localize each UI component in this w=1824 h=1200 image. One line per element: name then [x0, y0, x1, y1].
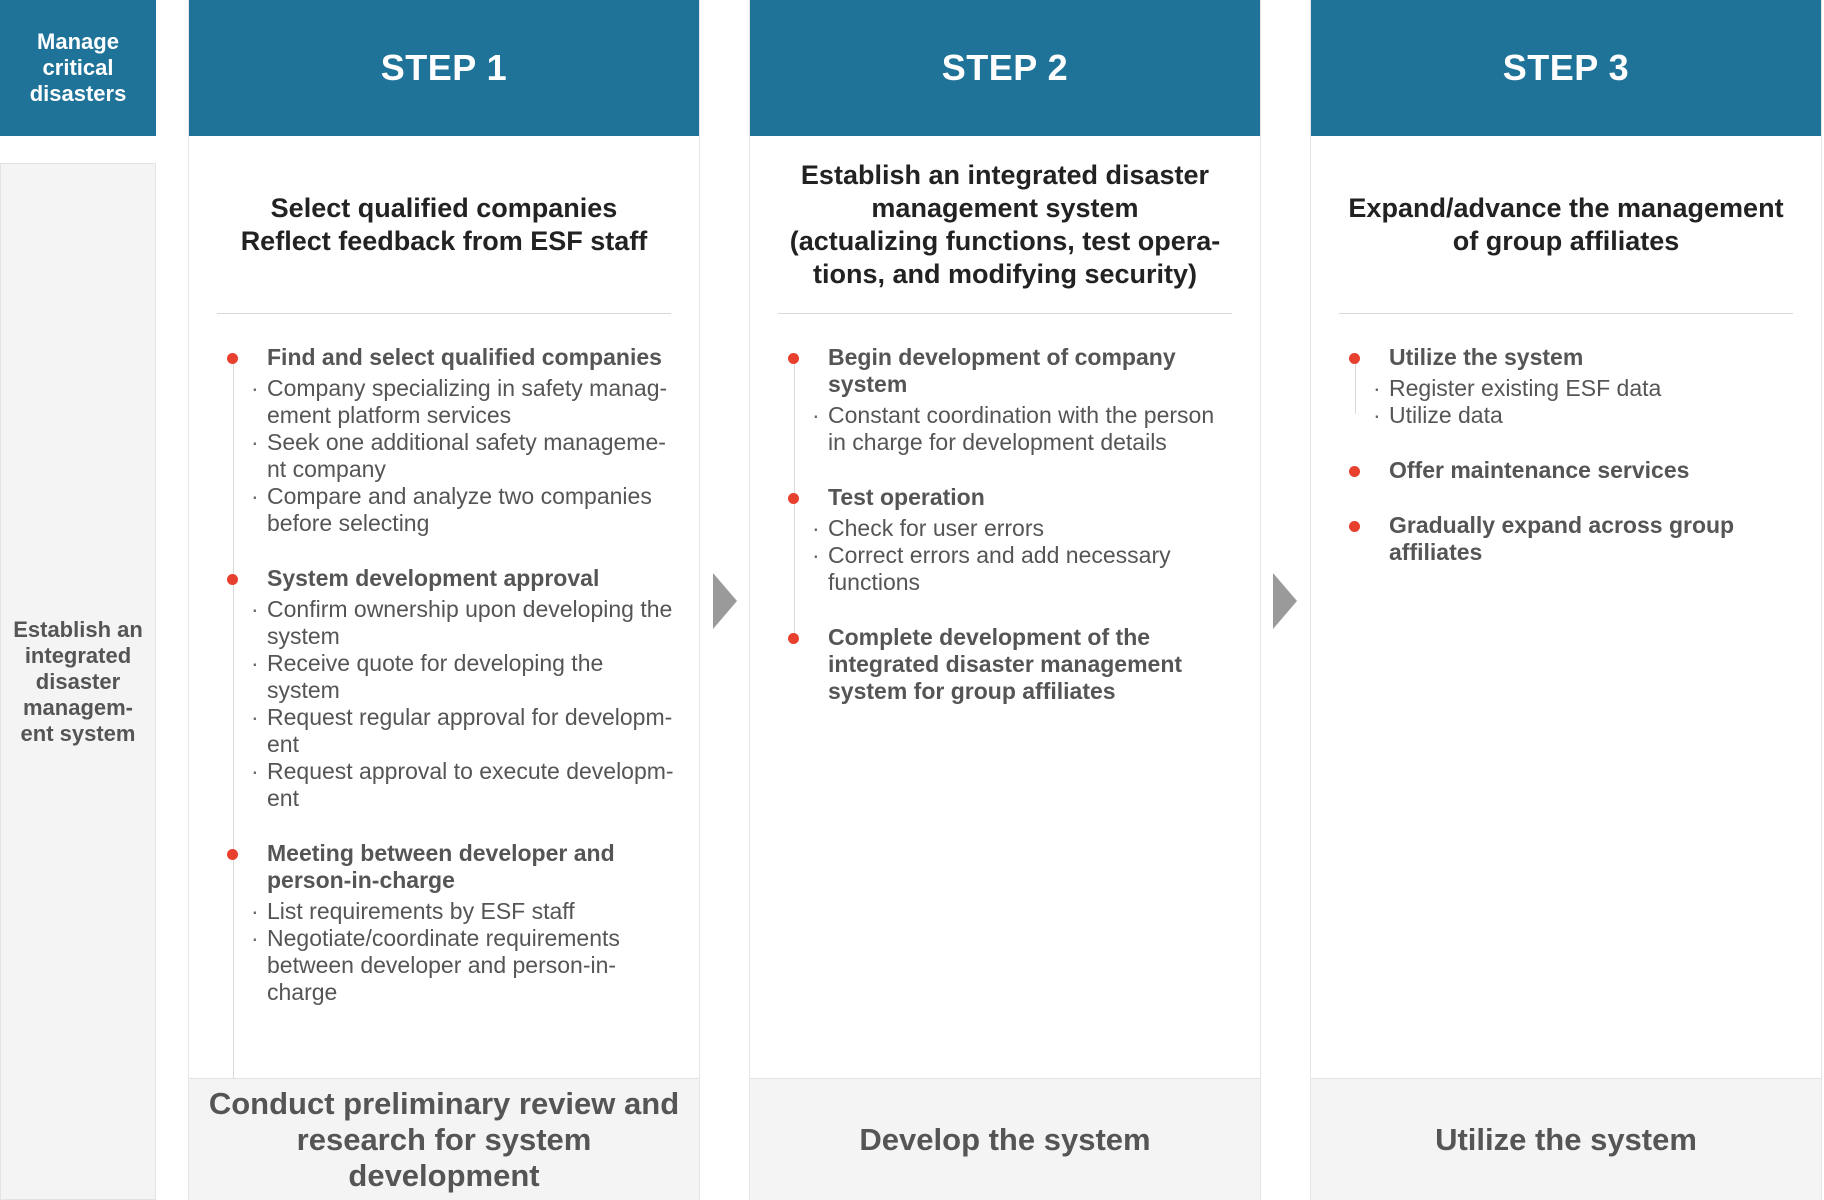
bullet-dot-icon [227, 574, 238, 585]
bullet-dot-icon [227, 353, 238, 364]
step-2-title-line: (actualizing functions, test opera- [789, 225, 1221, 256]
sub-item: · Check for user errors [828, 515, 1236, 542]
arrow-right-icon [713, 573, 737, 629]
item-title: Find and select qualified companies [267, 344, 662, 370]
step-1-title-line: Select qualified companies [270, 192, 618, 223]
item-title: Complete development of the integrated disaster management system for group affiliates [828, 624, 1183, 704]
step-2-column [749, 0, 1261, 1200]
item-title: System development approval [267, 565, 600, 591]
list-item [828, 624, 1236, 705]
step-3-title-line: of group affiliates [1452, 225, 1680, 256]
step-2-header: STEP 2 [750, 0, 1260, 136]
arrow-right-icon [1273, 573, 1297, 629]
list-item [828, 484, 1236, 596]
timeline-line [1355, 358, 1356, 414]
sub-item: · Utilize data [1389, 402, 1797, 429]
step-2-footer: Develop the system [750, 1078, 1260, 1200]
step-3-footer: Utilize the system [1311, 1078, 1821, 1200]
step-3-column [1310, 0, 1822, 1200]
sub-item: · List requirements by ESF staff [267, 898, 675, 925]
bullet-dot-icon [788, 493, 799, 504]
bullet-dot-icon [788, 633, 799, 644]
bullet-dot-icon [1349, 353, 1360, 364]
sidebar-header: Manage critical disasters [0, 0, 156, 136]
step-2-title [750, 136, 1260, 313]
step-2-title-line: tions, and modifying security) [812, 258, 1198, 289]
step-2-title-line: management system [871, 192, 1139, 223]
step-1-column [188, 0, 700, 1200]
sidebar-label: Establish an integrated disaster managem-ent system [0, 163, 156, 1200]
sub-item: · Register existing ESF data [1389, 375, 1797, 402]
step-3-title [1311, 136, 1821, 313]
step-1-title-line: Reflect feedback from ESF staff [240, 225, 648, 256]
step-1-title [189, 136, 699, 313]
item-title: Utilize the system [1389, 344, 1584, 370]
item-title: Begin development of company system [828, 344, 1176, 397]
bullet-dot-icon [788, 353, 799, 364]
list-item [267, 840, 675, 1006]
step-1-footer: Conduct preliminary review and research for system development [189, 1078, 699, 1200]
list-item [1389, 457, 1797, 484]
sub-item: · Correct errors and add necessary functions [828, 542, 1236, 596]
bullet-dot-icon [227, 849, 238, 860]
step-3-header: STEP 3 [1311, 0, 1821, 136]
item-title: Offer maintenance services [1389, 457, 1690, 483]
bullet-dot-icon [1349, 521, 1360, 532]
list-item [1389, 344, 1797, 429]
bullet-dot-icon [1349, 466, 1360, 477]
step-3-items [1311, 314, 1821, 566]
step-2-items [750, 314, 1260, 705]
list-item [267, 565, 675, 812]
sub-item: · Confirm ownership upon developing the system [267, 596, 675, 650]
sub-item: · Request approval to execute developm-ent [267, 758, 675, 812]
timeline-line [233, 358, 234, 1158]
step-2-title-line: Establish an integrated disaster [800, 159, 1210, 190]
list-item [828, 344, 1236, 456]
item-title: Test operation [828, 484, 985, 510]
sub-item: · Compare and analyze two companies before selecting [267, 483, 675, 537]
step-1-header: STEP 1 [189, 0, 699, 136]
step-1-items [189, 314, 699, 1006]
list-item [1389, 512, 1797, 566]
item-title: Meeting between developer and person-in-charge [267, 840, 615, 893]
list-item [267, 344, 675, 537]
sub-item: · Request regular approval for developm-ent [267, 704, 675, 758]
item-title: Gradually expand across group affiliates [1389, 512, 1735, 565]
sub-item: · Negotiate/coordinate requirements between developer and person-in-charge [267, 925, 675, 1006]
sub-item: · Constant coordination with the person in charge for development details [828, 402, 1236, 456]
sub-item: · Company specializing in safety manag-ement platform services [267, 375, 675, 429]
step-3-title-line: Expand/advance the management [1348, 192, 1784, 223]
sub-item: · Seek one additional safety manageme-nt company [267, 429, 675, 483]
sub-item: · Receive quote for developing the system [267, 650, 675, 704]
